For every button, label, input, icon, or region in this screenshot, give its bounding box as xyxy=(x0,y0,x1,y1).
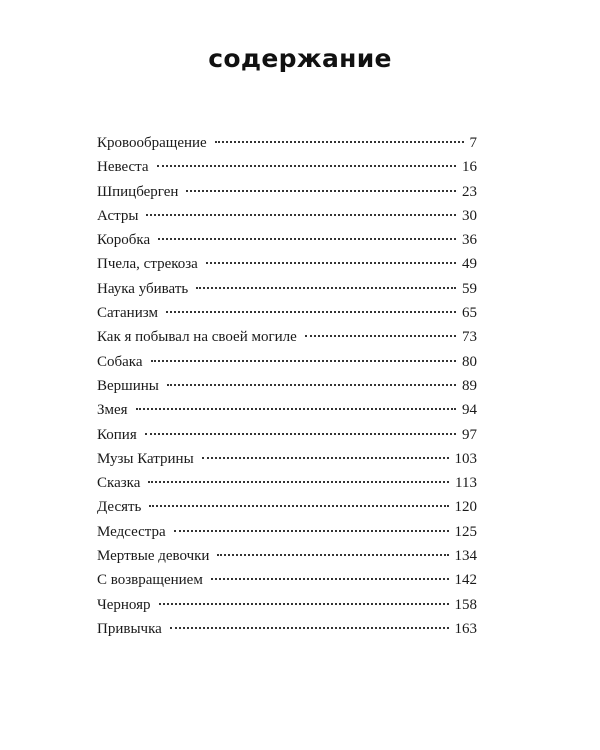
dot-leader xyxy=(206,262,456,264)
toc-entry-page: 103 xyxy=(454,450,477,467)
toc-entry xyxy=(97,597,477,621)
toc-entry-title: Змея xyxy=(97,402,128,419)
dot-leader xyxy=(170,627,449,629)
page-title: содержание xyxy=(208,44,392,73)
toc-entry-page: 120 xyxy=(454,499,477,516)
dot-leader xyxy=(148,481,449,483)
toc-entry-title: Десять xyxy=(97,499,142,516)
toc-entry-page: 73 xyxy=(462,329,477,346)
toc-entry-title: Мертвые девочки xyxy=(97,548,210,565)
toc-entry-title: С возвращением xyxy=(97,572,203,589)
toc-entry-page: 134 xyxy=(454,548,477,565)
dot-leader xyxy=(202,457,449,459)
toc-entry xyxy=(97,524,477,548)
dot-leader xyxy=(174,530,449,532)
dot-leader xyxy=(157,165,456,167)
toc-entry-title: Копия xyxy=(97,426,137,443)
toc-entry-title: Астры xyxy=(97,207,139,224)
toc-entry xyxy=(97,378,477,402)
toc-entry xyxy=(97,451,477,475)
toc-entry-page: 142 xyxy=(454,572,477,589)
toc-entry-page: 97 xyxy=(462,426,477,443)
toc-entry xyxy=(97,281,477,305)
toc-entry xyxy=(97,475,477,499)
toc-entry-title: Собака xyxy=(97,353,143,370)
toc-entry-page: 7 xyxy=(469,135,477,151)
toc-entry-title: Привычка xyxy=(97,620,162,637)
toc-entry-page: 23 xyxy=(462,183,477,200)
toc-entry-page: 89 xyxy=(462,377,477,394)
dot-leader xyxy=(149,505,448,507)
toc-entry-title: Коробка xyxy=(97,232,151,249)
toc-entry xyxy=(97,402,477,426)
toc-entry-page: 113 xyxy=(455,475,477,492)
toc-entry-title: Сатанизм xyxy=(97,305,158,322)
toc-entry xyxy=(97,135,477,159)
dot-leader xyxy=(151,360,456,362)
toc-entry xyxy=(97,354,477,378)
toc-entry xyxy=(97,208,477,232)
toc-entry xyxy=(97,159,477,183)
dot-leader xyxy=(145,433,456,435)
toc-entry-title: Чернояр xyxy=(97,596,151,613)
toc-entry-page: 30 xyxy=(462,207,477,224)
toc-entry-page: 16 xyxy=(462,159,477,176)
toc-entry-page: 36 xyxy=(462,232,477,249)
toc-entry xyxy=(97,427,477,451)
toc-entry-page: 94 xyxy=(462,402,477,419)
toc-entry-title: Медсестра xyxy=(97,523,166,540)
dot-leader xyxy=(159,603,449,605)
dot-leader xyxy=(186,190,456,192)
toc-entry-page: 59 xyxy=(462,280,477,297)
dot-leader xyxy=(217,554,448,556)
toc-entry xyxy=(97,305,477,329)
dot-leader xyxy=(158,238,456,240)
dot-leader xyxy=(146,214,456,216)
toc-entry-page: 80 xyxy=(462,353,477,370)
dot-leader xyxy=(215,141,464,143)
toc-entry-title: Как я побывал на своей могиле xyxy=(97,329,297,346)
toc-entry-page: 125 xyxy=(454,523,477,540)
toc-entry-title: Музы Катрины xyxy=(97,450,194,467)
toc-entry xyxy=(97,621,477,645)
toc-entry xyxy=(97,329,477,353)
toc-entry xyxy=(97,232,477,256)
toc-entry-title: Наука убивать xyxy=(97,280,189,297)
toc-entry xyxy=(97,572,477,596)
toc-entry xyxy=(97,548,477,572)
toc-entry-title: Вершины xyxy=(97,377,159,394)
toc-entry-title: Пчела, стрекоза xyxy=(97,256,198,273)
toc-entry-page: 49 xyxy=(462,256,477,273)
toc-entry xyxy=(97,256,477,280)
dot-leader xyxy=(167,384,456,386)
dot-leader xyxy=(305,335,456,337)
dot-leader xyxy=(196,287,456,289)
dot-leader xyxy=(136,408,456,410)
toc-entry xyxy=(97,184,477,208)
toc-entry-page: 158 xyxy=(454,596,477,613)
toc-entry-title: Сказка xyxy=(97,475,141,492)
toc-entry-title: Кровообращение xyxy=(97,135,207,151)
toc-entry-page: 65 xyxy=(462,305,477,322)
toc-entry-title: Невеста xyxy=(97,159,149,176)
toc-entry-page: 163 xyxy=(454,620,477,637)
dot-leader xyxy=(166,311,456,313)
toc-entry-title: Шпицберген xyxy=(97,183,179,200)
toc-entry xyxy=(97,499,477,523)
dot-leader xyxy=(211,578,449,580)
table-of-contents xyxy=(97,135,477,645)
